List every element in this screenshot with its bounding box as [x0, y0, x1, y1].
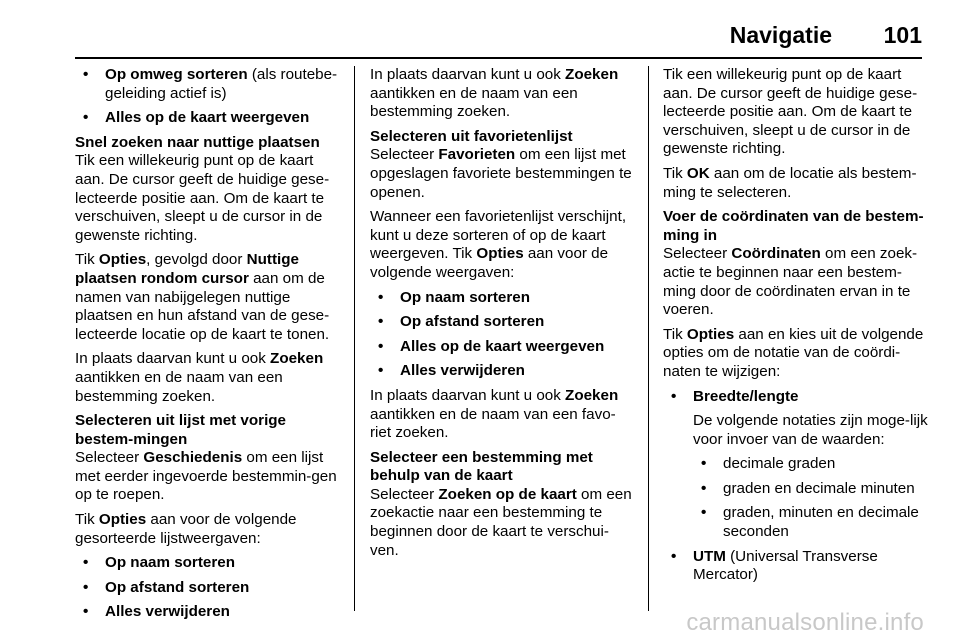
sort-options-list: [75, 66, 343, 128]
list-item: • Alles op de kaart weergeven: [75, 109, 343, 128]
section-heading: Selecteer een bestemming met behulp van de kaart: [370, 448, 593, 485]
column-divider: [648, 66, 649, 611]
watermark: carmanualsonline.info: [686, 609, 924, 636]
list-item: • Alles verwijderen: [370, 362, 636, 381]
section-heading: Selecteren uit favorietenlijst: [370, 127, 573, 145]
list-item: • UTM (Universal Transverse Mercator): [663, 548, 931, 585]
column-3: [663, 66, 931, 591]
paragraph: Selecteer Coördinaten om een zoek-actie te beginnen naar een bestem-ming door de coördinaten ervan in te voeren.: [663, 245, 918, 319]
paragraph: Tik Opties aan voor de volgende gesorteerde lijstweergaven:: [75, 511, 297, 547]
notation-list: [693, 455, 931, 541]
paragraph: Tik Opties, gevolgd door Nuttige plaatsen rondom cursor aan om de namen van nabijgelegen nuttige plaatsen en hun afstand van de gese-lecteerde locatie op de kaart te tonen.: [75, 251, 330, 343]
option-description: De volgende notaties zijn moge-lijk voor invoer van de waarden:: [693, 412, 928, 448]
page-title: Navigatie: [729, 22, 832, 48]
list-item: • Alles verwijderen: [75, 603, 343, 622]
column-1: [75, 66, 343, 628]
list-item: • Op afstand sorteren: [370, 313, 636, 332]
column-divider: [354, 66, 355, 611]
favorites-options-list: [370, 289, 636, 381]
list-item: • Op naam sorteren: [370, 289, 636, 308]
section-heading: Snel zoeken naar nuttige plaatsen: [75, 133, 320, 151]
list-item: • Breedte/lengte De volgende notaties zijn moge-lijk voor invoer van de waarden: • decimale graden • graden en decimale minuten • graden, minuten en decimale seconden: [663, 388, 931, 542]
section-heading: Voer de coördinaten van de bestem-ming in: [663, 208, 924, 244]
paragraph: Wanneer een favorietenlijst verschijnt, kunt u deze sorteren of op de kaart weergeven. Tik Opties aan voor de volgende weergaven:: [370, 208, 627, 281]
paragraph: Selecteer Zoeken op de kaart om een zoekactie naar een bestemming te beginnen door de kaart te verschui-ven.: [370, 485, 632, 559]
coordinate-options-list: [663, 388, 931, 585]
page-number: 101: [883, 22, 922, 48]
list-item: • Op omweg sorteren (als routebe-geleiding actief is): [75, 66, 343, 103]
paragraph: Tik Opties aan en kies uit de volgende opties om de notatie van de coördi-naten te wijzigen:: [663, 325, 924, 380]
paragraph: Tik een willekeurig punt op de kaart aan. De cursor geeft de huidige gese-lecteerde positie aan. Om de kaart te verschuiven, sleept u de cursor in de gewenste richting.: [663, 66, 918, 158]
paragraph: Selecteer Favorieten om een lijst met opgeslagen favoriete bestemmingen te openen.: [370, 146, 632, 201]
list-item: • Op afstand sorteren: [75, 579, 343, 598]
column-2: [370, 66, 636, 566]
paragraph: In plaats daarvan kunt u ook Zoeken aantikken en de naam van een bestemming zoeken.: [370, 66, 619, 121]
page-header: [75, 22, 922, 58]
paragraph: Tik OK aan om de locatie als bestem-ming te selecteren.: [663, 164, 917, 201]
list-item: • Alles op de kaart weergeven: [370, 338, 636, 357]
list-item: • decimale graden: [693, 455, 931, 474]
header-rule: [75, 57, 922, 59]
history-options-list: [75, 554, 343, 622]
list-item: • graden, minuten en decimale seconden: [693, 504, 931, 541]
paragraph: In plaats daarvan kunt u ook Zoeken aantikken en de naam van een bestemming zoeken.: [75, 350, 324, 405]
paragraph: Tik een willekeurig punt op de kaart aan. De cursor geeft de huidige gese-lecteerde positie aan. Om de kaart te verschuiven, sleept u de cursor in de gewenste richting.: [75, 152, 330, 244]
section-heading: Selecteren uit lijst met vorige bestem-mingen: [75, 412, 287, 448]
paragraph: Selecteer Geschiedenis om een lijst met eerder ingevoerde bestemmin-gen op te roepen.: [75, 449, 337, 504]
paragraph: In plaats daarvan kunt u ook Zoeken aantikken en de naam van een favo-riet zoeken.: [370, 386, 619, 442]
list-item: • graden en decimale minuten: [693, 480, 931, 499]
list-item: • Op naam sorteren: [75, 554, 343, 573]
